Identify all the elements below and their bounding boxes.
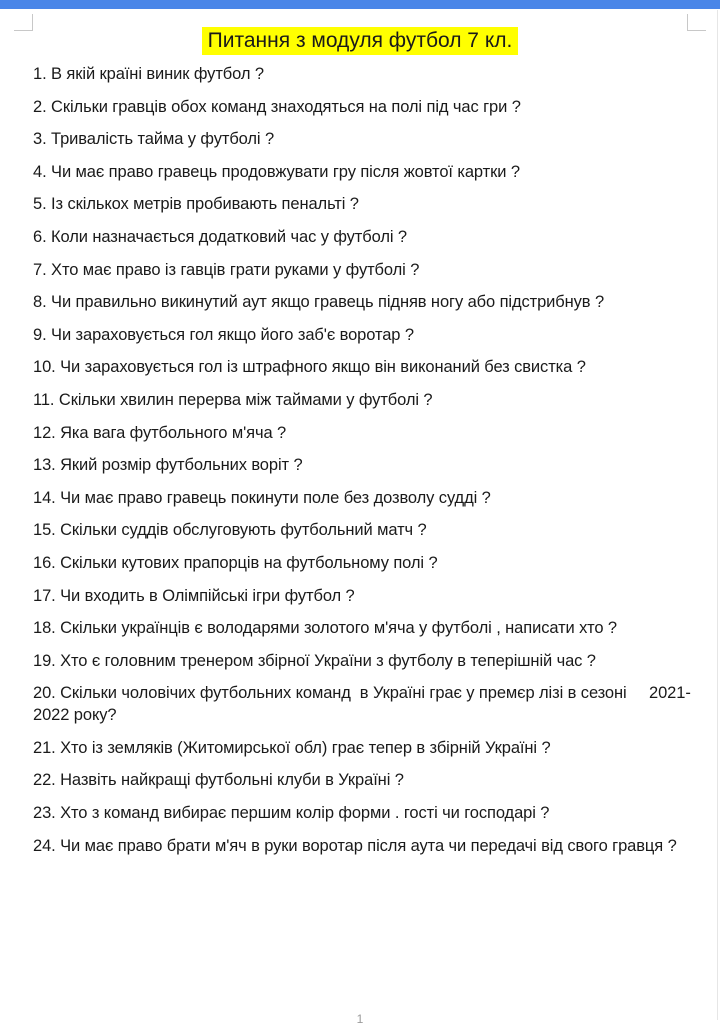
question-item: 4. Чи має право гравець продовжувати гру після жовтої картки ? (33, 162, 520, 181)
title-container (0, 27, 720, 55)
question-item: 19. Хто є головним тренером збірної України з футболу в теперішній час ? (33, 651, 596, 670)
question-item: 14. Чи має право гравець покинути поле без дозволу судді ? (33, 488, 491, 507)
question-item: 10. Чи зараховується гол із штрафного якщо він виконаний без свистка ? (33, 358, 586, 377)
question-item: 20. Скільки чоловічих футбольних команд в Україні грає у премєр лізі в сезоні 2021-2022 року? (33, 684, 691, 725)
question-list (33, 63, 697, 867)
question-item: 12. Яка вага футбольного м'яча ? (33, 423, 287, 442)
question-item: 21. Хто із земляків (Житомирської обл) грає тепер в збірній Україні ? (33, 738, 551, 757)
page-number: 1 (356, 1012, 364, 1026)
question-item: 5. Із скількох метрів пробивають пенальті ? (33, 195, 359, 214)
question-item: 11. Скільки хвилин перерва між таймами у футболі ? (33, 390, 433, 409)
page-title: Питання з модуля футбол 7 кл. (202, 27, 519, 55)
question-item: 17. Чи входить в Олімпійські ігри футбол ? (33, 586, 355, 605)
question-item: 15. Скільки суддів обслуговують футбольний матч ? (33, 521, 427, 540)
page-edge (717, 10, 718, 1020)
question-item: 1. В якій країні виник футбол ? (33, 65, 264, 83)
question-item: 6. Коли назначається додатковий час у футболі ? (33, 227, 407, 246)
question-item: 7. Хто має право із гавців грати руками у футболі ? (33, 260, 420, 279)
top-accent-bar (0, 0, 720, 9)
question-item: 18. Скільки українців є володарями золотого м'яча у футболі , написати хто ? (33, 619, 617, 638)
question-item: 22. Назвіть найкращі футбольні клуби в Україні ? (33, 771, 404, 790)
question-item: 8. Чи правильно викинутий аут якщо гравець підняв ногу або підстрибнув ? (33, 293, 605, 312)
question-item: 2. Скільки гравців обох команд знаходяться на полі під час гри ? (33, 97, 521, 116)
question-item: 9. Чи зараховується гол якщо його заб'є воротар ? (33, 325, 414, 344)
question-item: 24. Чи має право брати м'яч в руки воротар після аута чи передачі від свого гравця ? (33, 836, 677, 855)
question-item: 3. Тривалість тайма у футболі ? (33, 130, 275, 149)
question-item: 23. Хто з команд вибирає першим колір форми . гості чи господарі ? (33, 804, 550, 823)
question-item: 16. Скільки кутових прапорців на футбольному полі ? (33, 553, 438, 572)
question-item: 13. Який розмір футбольних воріт ? (33, 456, 303, 475)
